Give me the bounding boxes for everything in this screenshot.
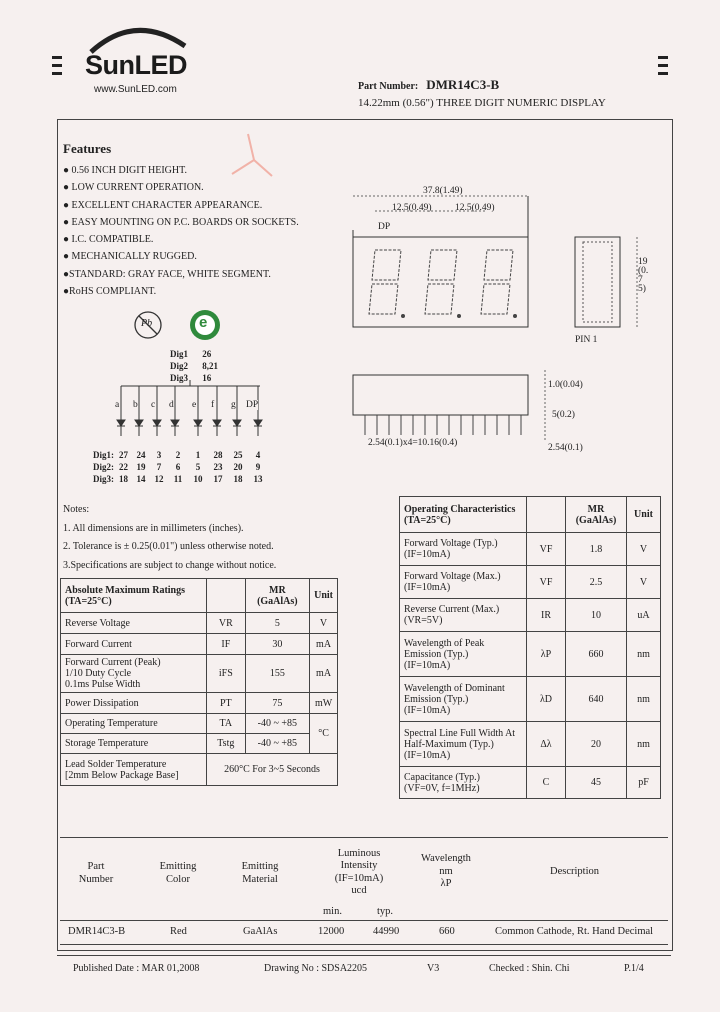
selection-row <box>0 926 720 940</box>
table-row: Wavelength of Peak Emission (Typ.) (IF=10mA) λP 660 nm <box>400 632 661 677</box>
website: www.SunLED.com <box>94 84 177 95</box>
notes-title: Notes: <box>63 504 90 515</box>
segment-e: e <box>192 400 197 410</box>
note-item: 1. All dimensions are in millimeters (inches). <box>63 522 244 534</box>
pinout-row: Dig2: 22 19 7 6 5 23 20 9 <box>93 462 261 472</box>
dig-common-3: Dig3 16 <box>170 373 212 383</box>
dim-lead: 1.0(0.04) <box>548 380 583 390</box>
table-row: Reverse Voltage VR 5 V <box>61 613 338 634</box>
segment-b: b <box>133 400 138 410</box>
dim-pitch-1: 12.5(0.49) <box>392 203 432 213</box>
feature-item: ●STANDARD: GRAY FACE, WHITE SEGMENT. <box>63 268 271 280</box>
right-edge-bars <box>658 56 668 80</box>
dim-depth: 5(0.2) <box>552 410 575 420</box>
feature-item: ● MECHANICALLY RUGGED. <box>63 251 197 263</box>
operating-characteristics-table <box>399 496 661 799</box>
row-color: Red <box>170 926 187 937</box>
dig-common-1: Dig1 26 <box>170 349 212 359</box>
table-row: Power Dissipation PT 75 mW <box>61 693 338 714</box>
table-row: Forward Current (Peak) 1/10 Duty Cycle 0.1ms Pulse Width iFS 155 mA <box>61 655 338 693</box>
table-row: Capacitance (Typ.) (VF=0V, f=1MHz) C 45 pF <box>400 767 661 799</box>
part-number-label: Part Number: <box>358 81 419 92</box>
table-row: Operating Temperature TA -40 ~ +85 °C <box>61 714 338 734</box>
segment-g: g <box>231 400 236 410</box>
selection-guide-divider <box>60 920 668 921</box>
dim-pin-span: 2.54(0.1)x4=10.16(0.4) <box>368 438 458 448</box>
checked-by: Checked : Shin. Chi <box>489 963 570 974</box>
table-row: Storage Temperature Tstg -40 ~ +85 <box>61 734 338 754</box>
segment-labels <box>115 400 265 412</box>
col-emitting-color: Emitting Color <box>159 861 197 885</box>
table-row: Wavelength of Dominant Emission (Typ.) (IF=10mA) λD 640 nm <box>400 677 661 722</box>
subtitle: 14.22mm (0.56") THREE DIGIT NUMERIC DISPLAY <box>358 97 606 109</box>
dim-pitch-2: 12.5(0.49) <box>455 203 495 213</box>
circuit-diagram <box>110 380 270 445</box>
segment-a: a <box>115 400 120 410</box>
segment-c: c <box>151 400 156 410</box>
pb-text: Pb <box>141 318 153 329</box>
part-number-line <box>358 76 499 94</box>
eco-badge <box>188 308 222 342</box>
logo-arc-icon <box>85 20 195 54</box>
notes <box>63 501 276 575</box>
row-min: 12000 <box>318 926 345 937</box>
table-row: Lead Solder Temperature [2mm Below Package Base] 260°C For 3~5 Seconds <box>61 754 338 786</box>
selection-guide-bottom-rule <box>60 944 668 945</box>
col-description: Description <box>550 866 599 877</box>
features-list <box>63 165 363 303</box>
part-number: DMR14C3-B <box>426 77 500 92</box>
dim-pin-pitch: 2.54(0.1) <box>548 443 583 453</box>
row-typ: 44990 <box>373 926 400 937</box>
table-row: Forward Voltage (Typ.) (IF=10mA) VF 1.8 V <box>400 533 661 566</box>
pinout-row: Dig3: 18 14 12 11 10 17 18 13 <box>93 474 263 484</box>
note-item: 3.Specifications are subject to change without notice. <box>63 559 277 571</box>
dim-overall-width: 37.8(1.49) <box>423 186 463 196</box>
feature-item: ● EASY MOUNTING ON P.C. BOARDS OR SOCKETS. <box>63 216 299 228</box>
table-header-row: Absolute Maximum Ratings (TA=25°C) MR (GaAlAs) Unit <box>61 579 338 613</box>
footer <box>0 963 720 977</box>
feature-item: ●RoHS COMPLIANT. <box>63 286 157 298</box>
selection-guide-top-rule <box>60 837 668 838</box>
col-min: min. <box>323 906 342 917</box>
feature-item: ● LOW CURRENT OPERATION. <box>63 182 204 194</box>
note-item: 2. Tolerance is ± 0.25(0.01") unless otherwise noted. <box>63 541 274 552</box>
feature-item: ● EXCELLENT CHARACTER APPEARANCE. <box>63 199 263 211</box>
display-dimension-drawing <box>345 180 665 480</box>
table-row: Spectral Line Full Width At Half-Maximum (Typ.) (IF=10mA) Δλ 20 nm <box>400 722 661 767</box>
pb-free-badge <box>133 310 163 340</box>
watermark-icon <box>228 132 274 182</box>
dim-dp: DP <box>378 222 391 232</box>
col-typ: typ. <box>377 906 394 917</box>
segment-dp: DP <box>246 400 259 410</box>
table-header-row: Operating Characteristics (TA=25°C) MR (GaAlAs) Unit <box>400 497 661 533</box>
col-part-number: Part Number <box>78 861 114 885</box>
page-number: P.1/4 <box>624 963 644 974</box>
eco-e-text: e <box>199 314 208 331</box>
published-date: Published Date : MAR 01,2008 <box>73 963 200 974</box>
pinout-table <box>93 450 268 484</box>
dim-height: 19(0.75) <box>638 257 649 294</box>
segment-d: d <box>169 400 174 410</box>
sunled-logo <box>85 20 195 82</box>
col-wavelength: Wavelength nm λP <box>421 853 471 889</box>
dig-common-2: Dig2 8,21 <box>170 361 218 371</box>
col-emitting-material: Emitting Material <box>241 861 279 885</box>
segment-f: f <box>211 400 215 410</box>
absolute-max-ratings-table <box>60 578 338 786</box>
left-edge-bars <box>52 56 62 80</box>
table-row: Reverse Current (Max.) (VR=5V) IR 10 uA <box>400 599 661 632</box>
col-luminous-intensity: Luminous Intensity (IF=10mA) ucd <box>334 848 384 896</box>
table-row: Forward Voltage (Max.) (IF=10mA) VF 2.5 V <box>400 566 661 599</box>
row-part: DMR14C3-B <box>68 926 126 937</box>
footer-divider <box>57 955 671 956</box>
table-row: Forward Current IF 30 mA <box>61 634 338 655</box>
feature-item: ● 0.56 INCH DIGIT HEIGHT. <box>63 165 187 176</box>
row-wavelength: 660 <box>439 926 455 937</box>
version: V3 <box>427 963 440 974</box>
pin1-label: PIN 1 <box>575 335 598 345</box>
pinout-row: Dig1: 27 24 3 2 1 28 25 4 <box>93 450 261 460</box>
brand-name: SunLED <box>85 50 187 80</box>
row-description: Common Cathode, Rt. Hand Decimal <box>495 926 654 937</box>
feature-item: ● I.C. COMPATIBLE. <box>63 234 154 246</box>
row-material: GaAlAs <box>243 926 278 937</box>
features-title: Features <box>63 141 112 156</box>
drawing-number: Drawing No : SDSA2205 <box>264 963 368 974</box>
